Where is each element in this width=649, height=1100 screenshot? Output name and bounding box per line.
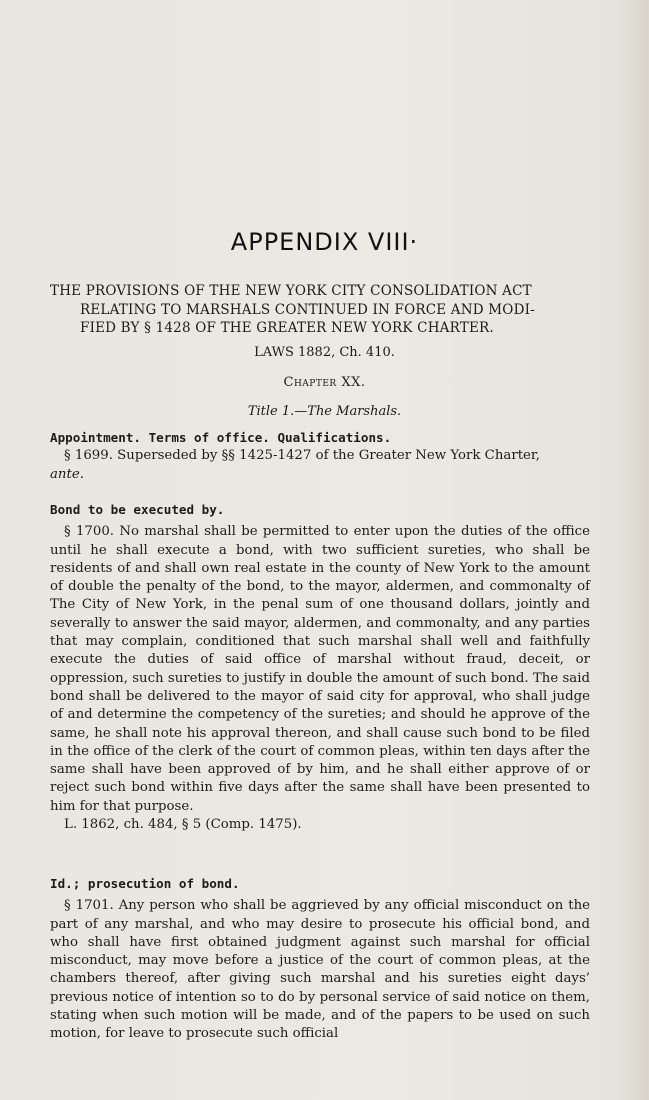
appendix-title: APPENDIX VIII· <box>230 228 419 256</box>
section-citation: L. 1862, ch. 484, § 5 (Comp. 1475). <box>64 817 302 833</box>
section-text-line: § 1699. Superseded by §§ 1425-1427 of the Greater New York Charter, <box>64 448 541 464</box>
section-heading: Appointment. Terms of office. Qualifications. <box>50 430 392 445</box>
section-heading: Bond to be executed by. <box>50 502 225 517</box>
section-1700 <box>50 501 590 834</box>
title-line: Title 1.—The Marshals. <box>247 404 402 419</box>
headline-line-1: THE PROVISIONS OF THE NEW YORK CITY CONSOLIDATION ACT <box>50 283 532 299</box>
headline-line-3: FIED BY § 1428 OF THE GREATER NEW YORK CHARTER. <box>80 320 494 336</box>
laws-line: LAWS 1882, Ch. 410. <box>254 345 395 360</box>
section-heading: Id.; prosecution of bond. <box>50 876 240 891</box>
section-1701 <box>50 875 590 1044</box>
section-text: § 1701. Any person who shall be aggrieved by any official misconduct on the part of any marshal, and who may desire to prosecute his official bond, and who shall have first obtained judgment against such marshal for official misconduct, may move before a justice of the court of common pleas, at the chambers thereof, after giving such marshal and his sureties eight days’ previous notice of intention so to do by personal service of said notice on them, stating when such motion will be made, and of the papers to be used on such motion, for leave to prosecute such official <box>50 898 590 1042</box>
chapter-line: Chapter XX. <box>283 375 366 390</box>
section-text-end: ante. <box>50 466 84 482</box>
appendix-headline <box>50 282 590 338</box>
section-text <box>50 447 590 484</box>
headline-line-2: RELATING TO MARSHALS CONTINUED IN FORCE AND MODI- <box>80 301 535 318</box>
section-text: § 1700. No marshal shall be permitted to enter upon the duties of the office until he shall execute a bond, with two sufficient sureties, who shall be residents of and shall own real estate in the county of New York to the amount of double the penalty of the bond, to the mayor, aldermen, and commonalty of The City of New York, in the penal sum of one thousand dollars, jointly and severally to answer the said mayor, aldermen, and commonalty, and any parties that may complain, conditioned that such marshal shall well and faithfully execute the duties of said office of marshal without fraud, deceit, or oppression, such sureties to justify in double the amount of such bond. The said bond shall be delivered to the mayor of said city for approval, who shall judge of and determine the competency of the sureties; and should he approve of the same, he shall note his approval thereon, and shall cause such bond to be filed in the office of the clerk of the court of common pleas, within ten days after the same shall have been approved of by him, and he shall either approve of or reject such bond within five days after the same shall have been presented to him for that purpose. <box>50 524 590 814</box>
section-1699 <box>50 429 590 484</box>
